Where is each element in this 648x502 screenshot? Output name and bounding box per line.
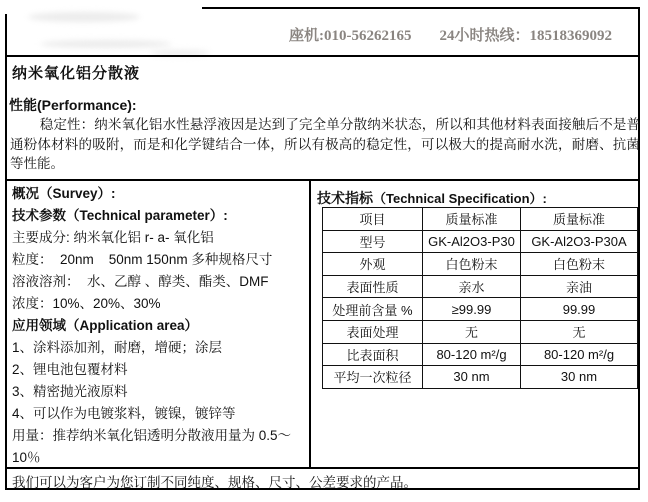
table-row xyxy=(323,275,638,298)
border-left xyxy=(5,14,7,490)
technical-specification-heading xyxy=(317,188,547,208)
border-right xyxy=(638,7,640,490)
performance-heading: 性能(Performance): xyxy=(9,97,137,113)
survey-heading: 概况（Survey）: xyxy=(12,186,116,201)
hotline-number: 24小时热线：18518369092 xyxy=(439,28,612,44)
table-cell: 亲水 xyxy=(423,275,521,298)
table-cell: 质量标准 xyxy=(423,208,521,231)
table-cell: 30 nm xyxy=(521,366,638,389)
particle-size-line: 粒度： 20nm 50nm 150nm 多种规格尺寸 xyxy=(12,252,273,267)
table-cell: 白色粉末 xyxy=(423,253,521,276)
table-cell: 白色粉末 xyxy=(521,253,638,276)
border-top xyxy=(202,7,640,9)
table-row xyxy=(323,208,638,231)
table-cell: 无 xyxy=(423,320,521,343)
table-cell: 无 xyxy=(521,320,638,343)
table-cell: 亲油 xyxy=(521,275,638,298)
table-cell: 80-120 m²/g xyxy=(521,343,638,366)
table-cell: 99.99 xyxy=(521,298,638,321)
table-row xyxy=(323,298,638,321)
table-row xyxy=(323,230,638,253)
table-cell: 质量标准 xyxy=(521,208,638,231)
application-area-heading: 应用领域（Application area） xyxy=(12,318,199,333)
application-item-2: 2、锂电池包覆材料 xyxy=(12,362,128,377)
divider-below-header xyxy=(5,55,640,57)
column-divider xyxy=(309,179,311,469)
faded-logo-smudge xyxy=(28,12,140,22)
table-cell: GK-Al2O3-P30 xyxy=(423,230,521,253)
table-cell: 表面处理 xyxy=(323,320,423,343)
solvent-line: 溶液溶剂： 水、乙醇 、醇类、酯类、DMF xyxy=(12,274,269,289)
phone-number: 座机:010-56262165 xyxy=(288,28,412,44)
table-row xyxy=(323,366,638,389)
table-cell: ≥99.99 xyxy=(423,298,521,321)
table-cell: 外观 xyxy=(323,253,423,276)
spec-heading-zh: 技术指标 xyxy=(317,190,373,206)
page-title: 纳米氧化铝分散液 xyxy=(12,65,141,82)
spec-table xyxy=(322,207,638,389)
header-contact xyxy=(289,24,612,45)
spec-heading-en: （Technical Specification）: xyxy=(373,191,547,206)
customization-note: 我们可以为客户为您订制不同纯度、规格、尺寸、公差要求的产品。 xyxy=(12,475,417,490)
left-column xyxy=(12,183,306,469)
table-cell: 平均一次粒径 xyxy=(323,366,423,389)
divider-below-intro xyxy=(5,179,640,181)
faded-logo-smudge xyxy=(40,40,172,48)
table-row xyxy=(323,320,638,343)
table-cell: GK-Al2O3-P30A xyxy=(521,230,638,253)
main-composition-line: 主要成分: 纳米氧化铝 r- a- 氧化铝 xyxy=(12,230,214,245)
table-cell: 表面性质 xyxy=(323,275,423,298)
application-item-1: 1、涂料添加剂，耐磨，增硬；涂层 xyxy=(12,340,223,355)
concentration-line: 浓度：10%、20%、30% xyxy=(12,296,161,311)
table-cell: 比表面积 xyxy=(323,343,423,366)
performance-body: 稳定性：纳米氧化铝水性悬浮液因是达到了完全单分散纳米状态，所以和其他材料表面接触后不是普通粉体材料的吸附，而是和化学键结合一体，所以有极高的稳定性，可以极大的提高耐水洗，耐磨、抗菌等性能。 xyxy=(10,117,640,172)
dosage-line: 用量：推荐纳米氧化铝透明分散液用量为 0.5～10％ xyxy=(12,428,292,465)
table-cell: 处理前含量 % xyxy=(323,298,423,321)
table-cell: 80-120 m²/g xyxy=(423,343,521,366)
application-item-3: 3、精密抛光液原料 xyxy=(12,384,128,399)
table-row xyxy=(323,253,638,276)
technical-parameter-heading: 技术参数（Technical parameter）: xyxy=(12,208,228,223)
table-cell: 项目 xyxy=(323,208,423,231)
table-row xyxy=(323,343,638,366)
table-cell: 30 nm xyxy=(423,366,521,389)
table-cell: 型号 xyxy=(323,230,423,253)
application-item-4: 4、可以作为电镀浆料，镀镍，镀锌等 xyxy=(12,406,236,421)
